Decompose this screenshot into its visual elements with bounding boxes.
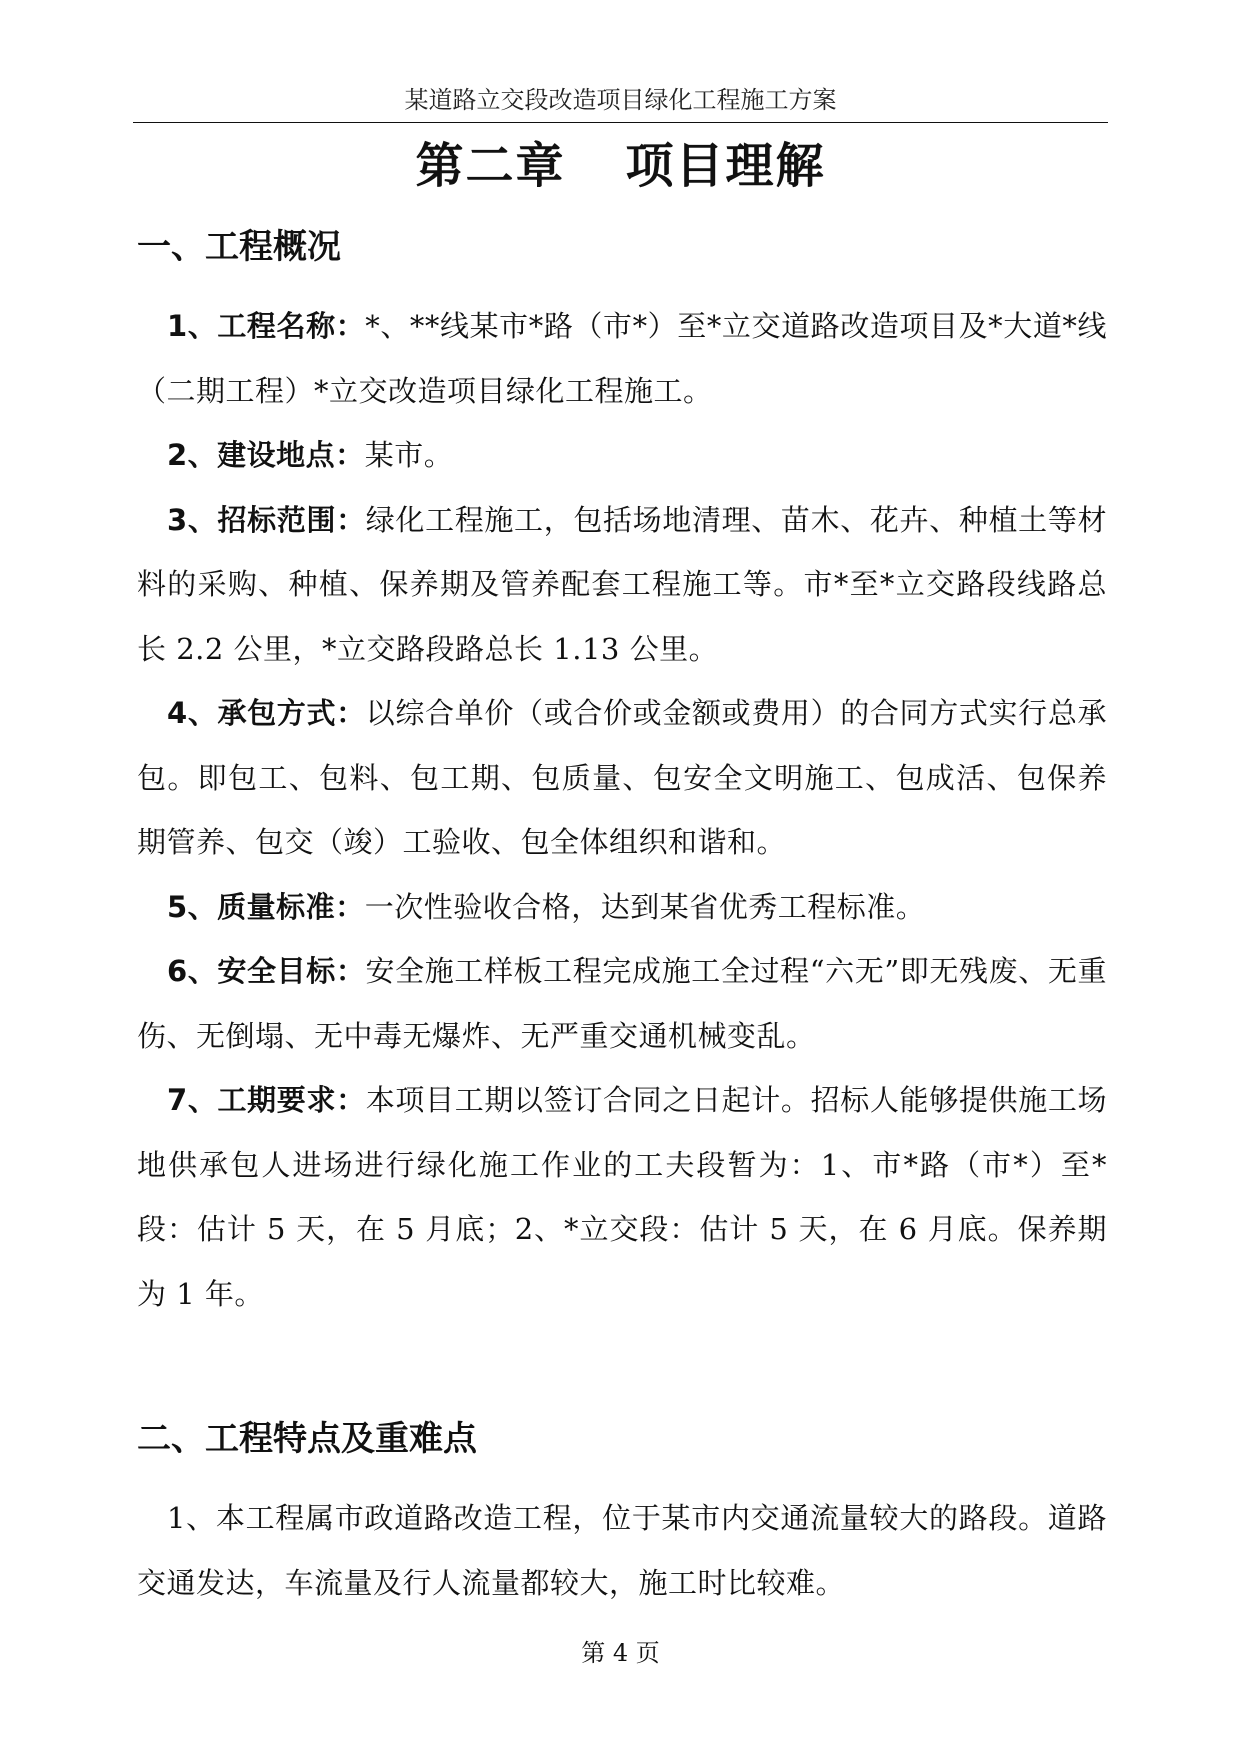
item-text: 某市。	[364, 438, 454, 472]
overview-body	[137, 294, 1107, 1326]
item-text: 安全施工样板工程完成施工全过程“六无”即无残废、无重伤、无倒塌、无中毒无爆炸、无严重交通机械变乱。	[137, 954, 1107, 1053]
item-label: 5、质量标准：	[167, 889, 365, 924]
overview-item-7	[137, 1068, 1107, 1326]
item-text: 本项目工期以签订合同之日起计。招标人能够提供施工场地供承包人进场进行绿化施工作业的工夫段暂为：1、市*路（市*）至*段：估计 5 天，在 5 月底；2、*立交段：估计 5 天，在 6 月底。保养期为 1 年。	[137, 1083, 1107, 1311]
item-label: 1、工程名称：	[167, 309, 366, 343]
item-text: *、**线某市*路（市*）至*立交道路改造项目及*大道*线（二期工程）*立交改造项目绿化工程施工。	[137, 309, 1107, 408]
features-paragraph-1: 1、本工程属市政道路改造工程，位于某市内交通流量较大的路段。道路交通发达，车流量及行人流量都较大，施工时比较难。	[137, 1501, 1107, 1600]
item-label: 7、工期要求：	[167, 1083, 366, 1117]
item-label: 2、建设地点：	[167, 438, 365, 472]
item-label: 6、安全目标：	[167, 954, 366, 988]
overview-item-5	[137, 875, 1107, 940]
features-body	[137, 1486, 1107, 1615]
item-label: 4、承包方式：	[167, 696, 366, 730]
overview-item-6	[137, 939, 1107, 1068]
chapter-title	[133, 130, 1108, 202]
item-text: 绿化工程施工，包括场地清理、苗木、花卉、种植土等材料的采购、种植、保养期及管养配套工程施工等。市*至*立交路段线路总长 2.2 公里，*立交路段路总长 1.13 公里。	[137, 502, 1107, 666]
section-heading-features: 二、工程特点及重难点	[137, 1419, 477, 1459]
chapter-name: 项目理解	[625, 138, 826, 194]
header-rule	[133, 122, 1108, 123]
running-header: 某道路立交段改造项目绿化工程施工方案	[404, 86, 837, 114]
item-text: 一次性验收合格，达到某省优秀工程标准。	[364, 889, 926, 924]
overview-item-4	[137, 681, 1107, 875]
overview-item-2	[137, 423, 1107, 488]
section-heading-overview: 一、工程概况	[137, 227, 341, 267]
overview-item-1	[137, 294, 1107, 423]
item-text: 以综合单价（或合价或金额或费用）的合同方式实行总承包。即包工、包料、包工期、包质量、包安全文明施工、包成活、包保养期管养、包交（竣）工验收、包全体组织和谐和。	[137, 696, 1107, 859]
chapter-number: 第二章	[415, 138, 566, 194]
page-number: 第 4 页	[581, 1639, 660, 1667]
overview-item-3	[137, 488, 1107, 682]
item-label: 3、招标范围：	[167, 502, 366, 537]
